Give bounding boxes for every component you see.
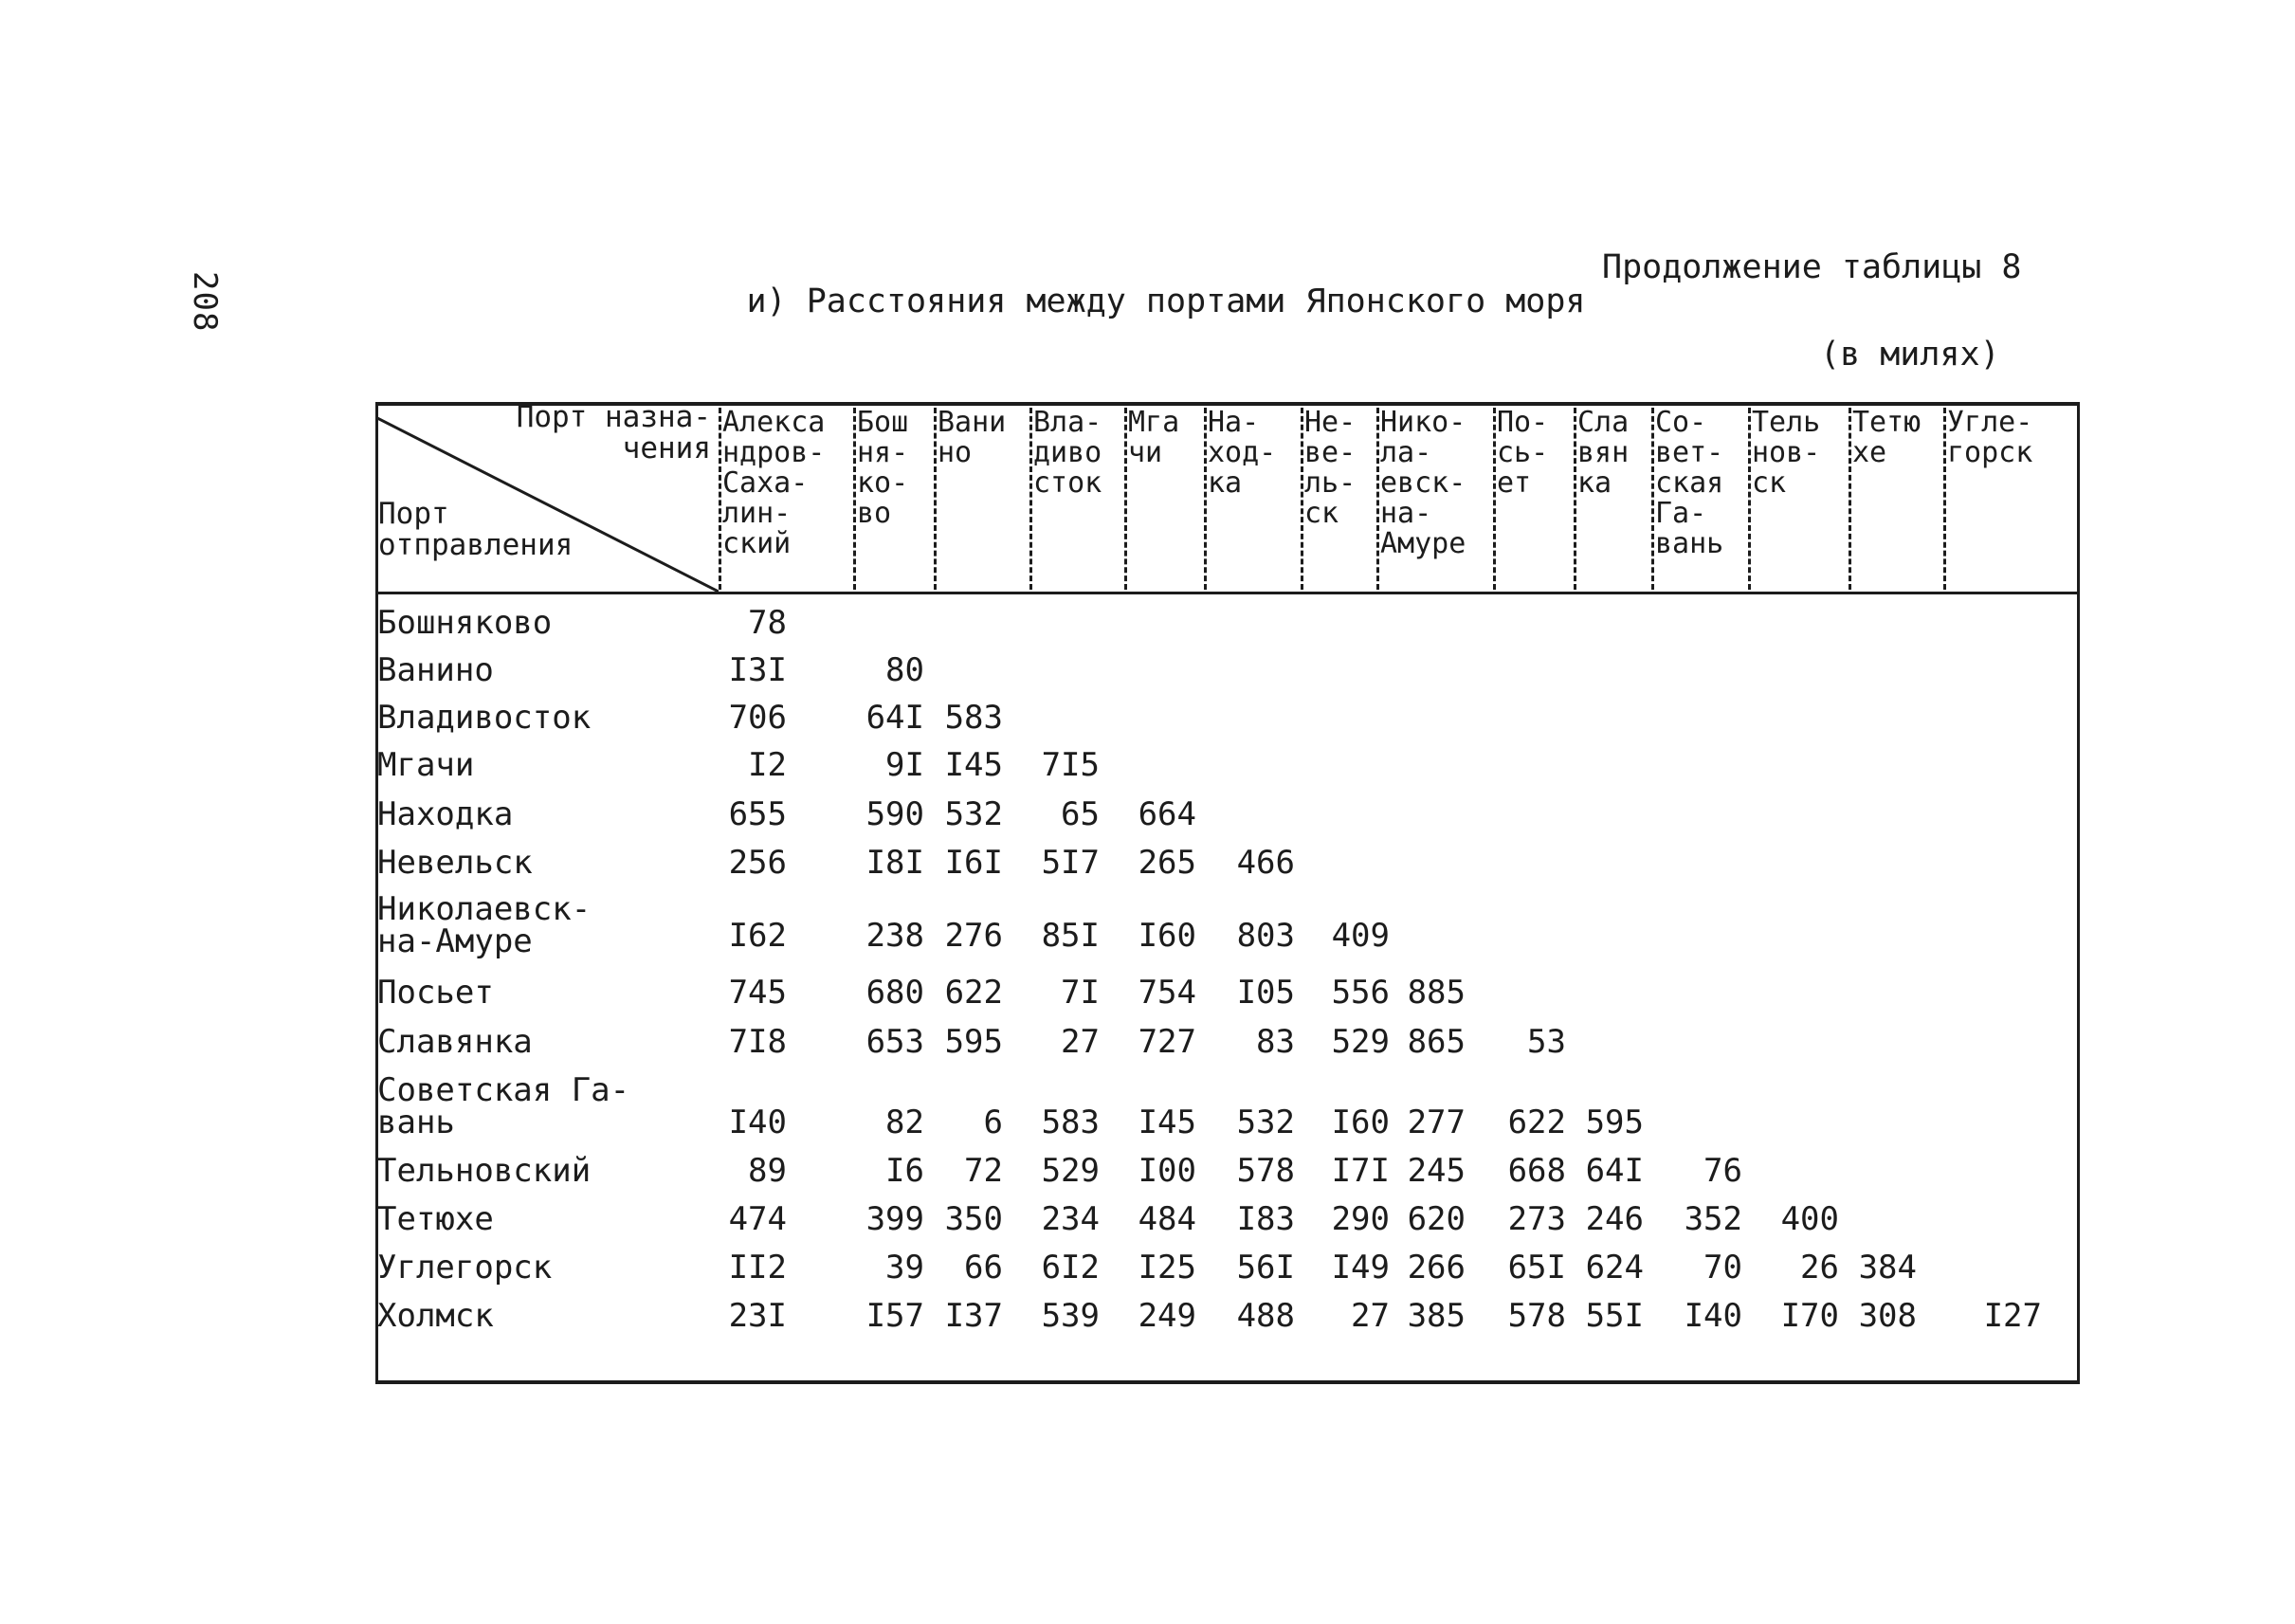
column-header: Угле- горск bbox=[1947, 406, 2033, 469]
distance-cell: I60 bbox=[1331, 1104, 1390, 1141]
distance-cell: 23I bbox=[728, 1297, 787, 1335]
distance-cell: 385 bbox=[1407, 1297, 1466, 1335]
distance-cell: 595 bbox=[944, 1023, 1003, 1061]
distance-cell: 290 bbox=[1331, 1200, 1390, 1238]
row-port-label: Углегорск bbox=[377, 1249, 553, 1286]
distance-cell: I45 bbox=[944, 746, 1003, 784]
column-header: Мга чи bbox=[1128, 406, 1180, 469]
distance-cell: 39 bbox=[885, 1249, 924, 1286]
distance-cell: I40 bbox=[1684, 1297, 1742, 1335]
distance-cell: 578 bbox=[1507, 1297, 1566, 1335]
distance-cell: 664 bbox=[1138, 795, 1196, 833]
distance-cell: I3I bbox=[728, 651, 787, 689]
distance-cell: I00 bbox=[1138, 1152, 1196, 1190]
distance-cell: I83 bbox=[1236, 1200, 1295, 1238]
distance-cell: 706 bbox=[728, 699, 787, 737]
row-port-label: Тельновский bbox=[377, 1152, 592, 1190]
row-port-label: Советская Га- вань bbox=[377, 1071, 630, 1141]
distance-cell: 668 bbox=[1507, 1152, 1566, 1190]
distance-cell: 238 bbox=[865, 917, 924, 955]
distance-cell: 256 bbox=[728, 844, 787, 882]
distance-cell: 277 bbox=[1407, 1104, 1466, 1141]
distance-cell: I8I bbox=[865, 844, 924, 882]
distance-cell: 276 bbox=[944, 917, 1003, 955]
distance-cell: 266 bbox=[1407, 1249, 1466, 1286]
distance-cell: 532 bbox=[1236, 1104, 1295, 1141]
distance-cell: 6I2 bbox=[1041, 1249, 1100, 1286]
distance-cell: 55I bbox=[1585, 1297, 1644, 1335]
distance-cell: 745 bbox=[728, 974, 787, 1012]
distance-cell: 578 bbox=[1236, 1152, 1295, 1190]
row-port-label: Бошняково bbox=[377, 604, 553, 642]
distance-cell: 72 bbox=[964, 1152, 1003, 1190]
distance-cell: I45 bbox=[1138, 1104, 1196, 1141]
distance-cell: 539 bbox=[1041, 1297, 1100, 1335]
distance-cell: 89 bbox=[748, 1152, 787, 1190]
distance-cell: I70 bbox=[1780, 1297, 1839, 1335]
row-port-label: Холмск bbox=[377, 1297, 494, 1335]
distance-cell: 727 bbox=[1138, 1023, 1196, 1061]
distance-cell: 234 bbox=[1041, 1200, 1100, 1238]
distance-cell: 583 bbox=[1041, 1104, 1100, 1141]
distance-cell: 6 bbox=[983, 1104, 1003, 1141]
row-port-label: Мгачи bbox=[377, 746, 475, 784]
distance-cell: I62 bbox=[728, 917, 787, 955]
distance-cell: 409 bbox=[1331, 917, 1390, 955]
distance-cell: II2 bbox=[728, 1249, 787, 1286]
distance-cell: I27 bbox=[1983, 1297, 2042, 1335]
distance-cell: 352 bbox=[1684, 1200, 1742, 1238]
distance-cell: 400 bbox=[1780, 1200, 1839, 1238]
distance-cell: I57 bbox=[865, 1297, 924, 1335]
row-port-label: Николаевск- на-Амуре bbox=[377, 890, 592, 960]
distance-cell: 595 bbox=[1585, 1104, 1644, 1141]
distance-cell: I6I bbox=[944, 844, 1003, 882]
distance-cell: 65I bbox=[1507, 1249, 1566, 1286]
distance-cell: 78 bbox=[748, 604, 787, 642]
distance-cell: 249 bbox=[1138, 1297, 1196, 1335]
row-port-label: Находка bbox=[377, 795, 514, 833]
page-number: 208 bbox=[186, 271, 224, 333]
distance-cell: 620 bbox=[1407, 1200, 1466, 1238]
distance-cell: 622 bbox=[1507, 1104, 1566, 1141]
distance-cell: 245 bbox=[1407, 1152, 1466, 1190]
distance-cell: 85I bbox=[1041, 917, 1100, 955]
row-port-label: Посьет bbox=[377, 974, 494, 1012]
distance-cell: I25 bbox=[1138, 1249, 1196, 1286]
distance-cell: 474 bbox=[728, 1200, 787, 1238]
row-port-label: Невельск bbox=[377, 844, 533, 882]
distance-cell: 529 bbox=[1041, 1152, 1100, 1190]
column-header: По- сь- ет bbox=[1497, 406, 1549, 500]
distance-cell: 384 bbox=[1858, 1249, 1917, 1286]
row-port-label: Славянка bbox=[377, 1023, 533, 1061]
row-port-label: Ванино bbox=[377, 651, 494, 689]
distance-cell: 64I bbox=[1585, 1152, 1644, 1190]
distance-cell: 399 bbox=[865, 1200, 924, 1238]
distance-cell: 7I bbox=[1061, 974, 1100, 1012]
distance-cell: 27 bbox=[1061, 1023, 1100, 1061]
distance-cell: 26 bbox=[1800, 1249, 1839, 1286]
column-header: Вани но bbox=[938, 406, 1007, 469]
distance-cell: 5I7 bbox=[1041, 844, 1100, 882]
distance-cell: 754 bbox=[1138, 974, 1196, 1012]
distance-cell: I40 bbox=[728, 1104, 787, 1141]
column-header: Нико- ла- евск- на- Амуре bbox=[1380, 406, 1466, 560]
distance-cell: 655 bbox=[728, 795, 787, 833]
column-header: Тель нов- ск bbox=[1752, 406, 1821, 500]
column-header: Сла вян ка bbox=[1577, 406, 1630, 500]
column-header: Бош ня- ко- во bbox=[857, 406, 909, 530]
column-header: Алекса ндров- Саха- лин- ский bbox=[722, 406, 826, 560]
distance-cell: 76 bbox=[1703, 1152, 1742, 1190]
distance-cell: 56I bbox=[1236, 1249, 1295, 1286]
destination-port-label: Порт назна- чения bbox=[516, 400, 711, 465]
distance-cell: 484 bbox=[1138, 1200, 1196, 1238]
distance-cell: 653 bbox=[865, 1023, 924, 1061]
distance-cell: 885 bbox=[1407, 974, 1466, 1012]
distance-cell: 273 bbox=[1507, 1200, 1566, 1238]
distance-cell: 680 bbox=[865, 974, 924, 1012]
distance-cell: 246 bbox=[1585, 1200, 1644, 1238]
distance-cell: 82 bbox=[885, 1104, 924, 1141]
distance-cell: 64I bbox=[865, 699, 924, 737]
distance-cell: I2 bbox=[748, 746, 787, 784]
distance-cell: 70 bbox=[1703, 1249, 1742, 1286]
distance-cell: 583 bbox=[944, 699, 1003, 737]
distance-cell: 9I bbox=[885, 746, 924, 784]
row-port-label: Владивосток bbox=[377, 699, 592, 737]
column-header: Вла- диво сток bbox=[1033, 406, 1102, 500]
distance-cell: 803 bbox=[1236, 917, 1295, 955]
continuation-note: Продолжение таблицы 8 bbox=[1602, 248, 2022, 286]
units-note: (в милях) bbox=[1820, 336, 2000, 374]
distance-cell: 624 bbox=[1585, 1249, 1644, 1286]
distance-cell: 532 bbox=[944, 795, 1003, 833]
distance-cell: 865 bbox=[1407, 1023, 1466, 1061]
distance-cell: 350 bbox=[944, 1200, 1003, 1238]
distance-cell: 265 bbox=[1138, 844, 1196, 882]
distance-cell: 529 bbox=[1331, 1023, 1390, 1061]
distance-cell: I7I bbox=[1331, 1152, 1390, 1190]
column-header: Со- вет- ская Га- вань bbox=[1655, 406, 1724, 560]
origin-port-label: Порт отправления bbox=[378, 497, 574, 562]
distance-cell: I6 bbox=[885, 1152, 924, 1190]
distance-cell: 590 bbox=[865, 795, 924, 833]
distance-cell: 66 bbox=[964, 1249, 1003, 1286]
distance-cell: 83 bbox=[1256, 1023, 1295, 1061]
column-header: Тетю хе bbox=[1852, 406, 1922, 469]
distance-cell: 80 bbox=[885, 651, 924, 689]
column-header: Не- ве- ль- ск bbox=[1304, 406, 1357, 530]
distance-cell: 488 bbox=[1236, 1297, 1295, 1335]
distance-cell: 556 bbox=[1331, 974, 1390, 1012]
distance-cell: 466 bbox=[1236, 844, 1295, 882]
distance-cell: I60 bbox=[1138, 917, 1196, 955]
header-separator bbox=[375, 592, 2080, 594]
column-header: На- ход- ка bbox=[1208, 406, 1277, 500]
distance-cell: I05 bbox=[1236, 974, 1295, 1012]
distance-cell: 7I8 bbox=[728, 1023, 787, 1061]
distance-cell: 27 bbox=[1351, 1297, 1390, 1335]
distance-cell: 622 bbox=[944, 974, 1003, 1012]
table-title: и) Расстояния между портами Японского моря bbox=[746, 283, 1586, 320]
row-port-label: Тетюхе bbox=[377, 1200, 494, 1238]
distance-cell: 65 bbox=[1061, 795, 1100, 833]
distance-cell: I49 bbox=[1331, 1249, 1390, 1286]
distance-cell: I37 bbox=[944, 1297, 1003, 1335]
distance-cell: 7I5 bbox=[1041, 746, 1100, 784]
distance-cell: 53 bbox=[1527, 1023, 1566, 1061]
distance-cell: 308 bbox=[1858, 1297, 1917, 1335]
